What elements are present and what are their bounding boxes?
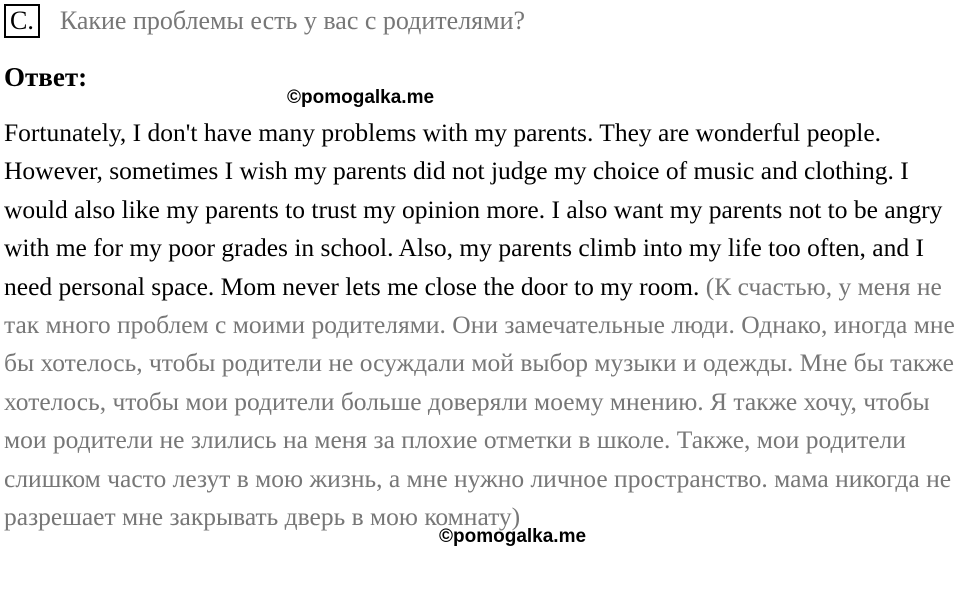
answer-label: Ответ: [4, 62, 88, 92]
task-question: Какие проблемы есть у вас с родителями? [59, 6, 526, 35]
answer-russian-translation: (К счастью, у меня не так много проблем с моими родителями. Они замечательные люди. Однако, иногда мне бы хотелось, чтобы родители не осуждали мой выбор музыки и одежды. Мне бы также хотелось, чтобы мои родители больше доверяли моему мнению. Я также хочу, чтобы мои родители не злились на меня за плохие отметки в школе. Также, мои родители слишком часто лезут в мою жизнь, а мне нужно личное пространство. мама никогда не разрешает мне закрывать дверь в мою комнату) [4, 271, 955, 532]
task-letter-box: C. [4, 4, 40, 38]
watermark-top: ©pomogalka.me [287, 87, 435, 108]
answer-english-text: Fortunately, I don't have many problems with my parents. They are wonderful people. However, sometimes I wish my parents did not judge my choice of music and clothing. I would also like my parents to trust my opinion more. I also want my parents not to be angry with me for my poor grades in school. Also, my parents climb into my life too often, and I need personal space. Mom never lets me close the door to my room. [4, 118, 943, 301]
watermark-bottom: ©pomogalka.me [439, 526, 587, 547]
task-header [4, 4, 525, 38]
answer-text [4, 114, 960, 536]
